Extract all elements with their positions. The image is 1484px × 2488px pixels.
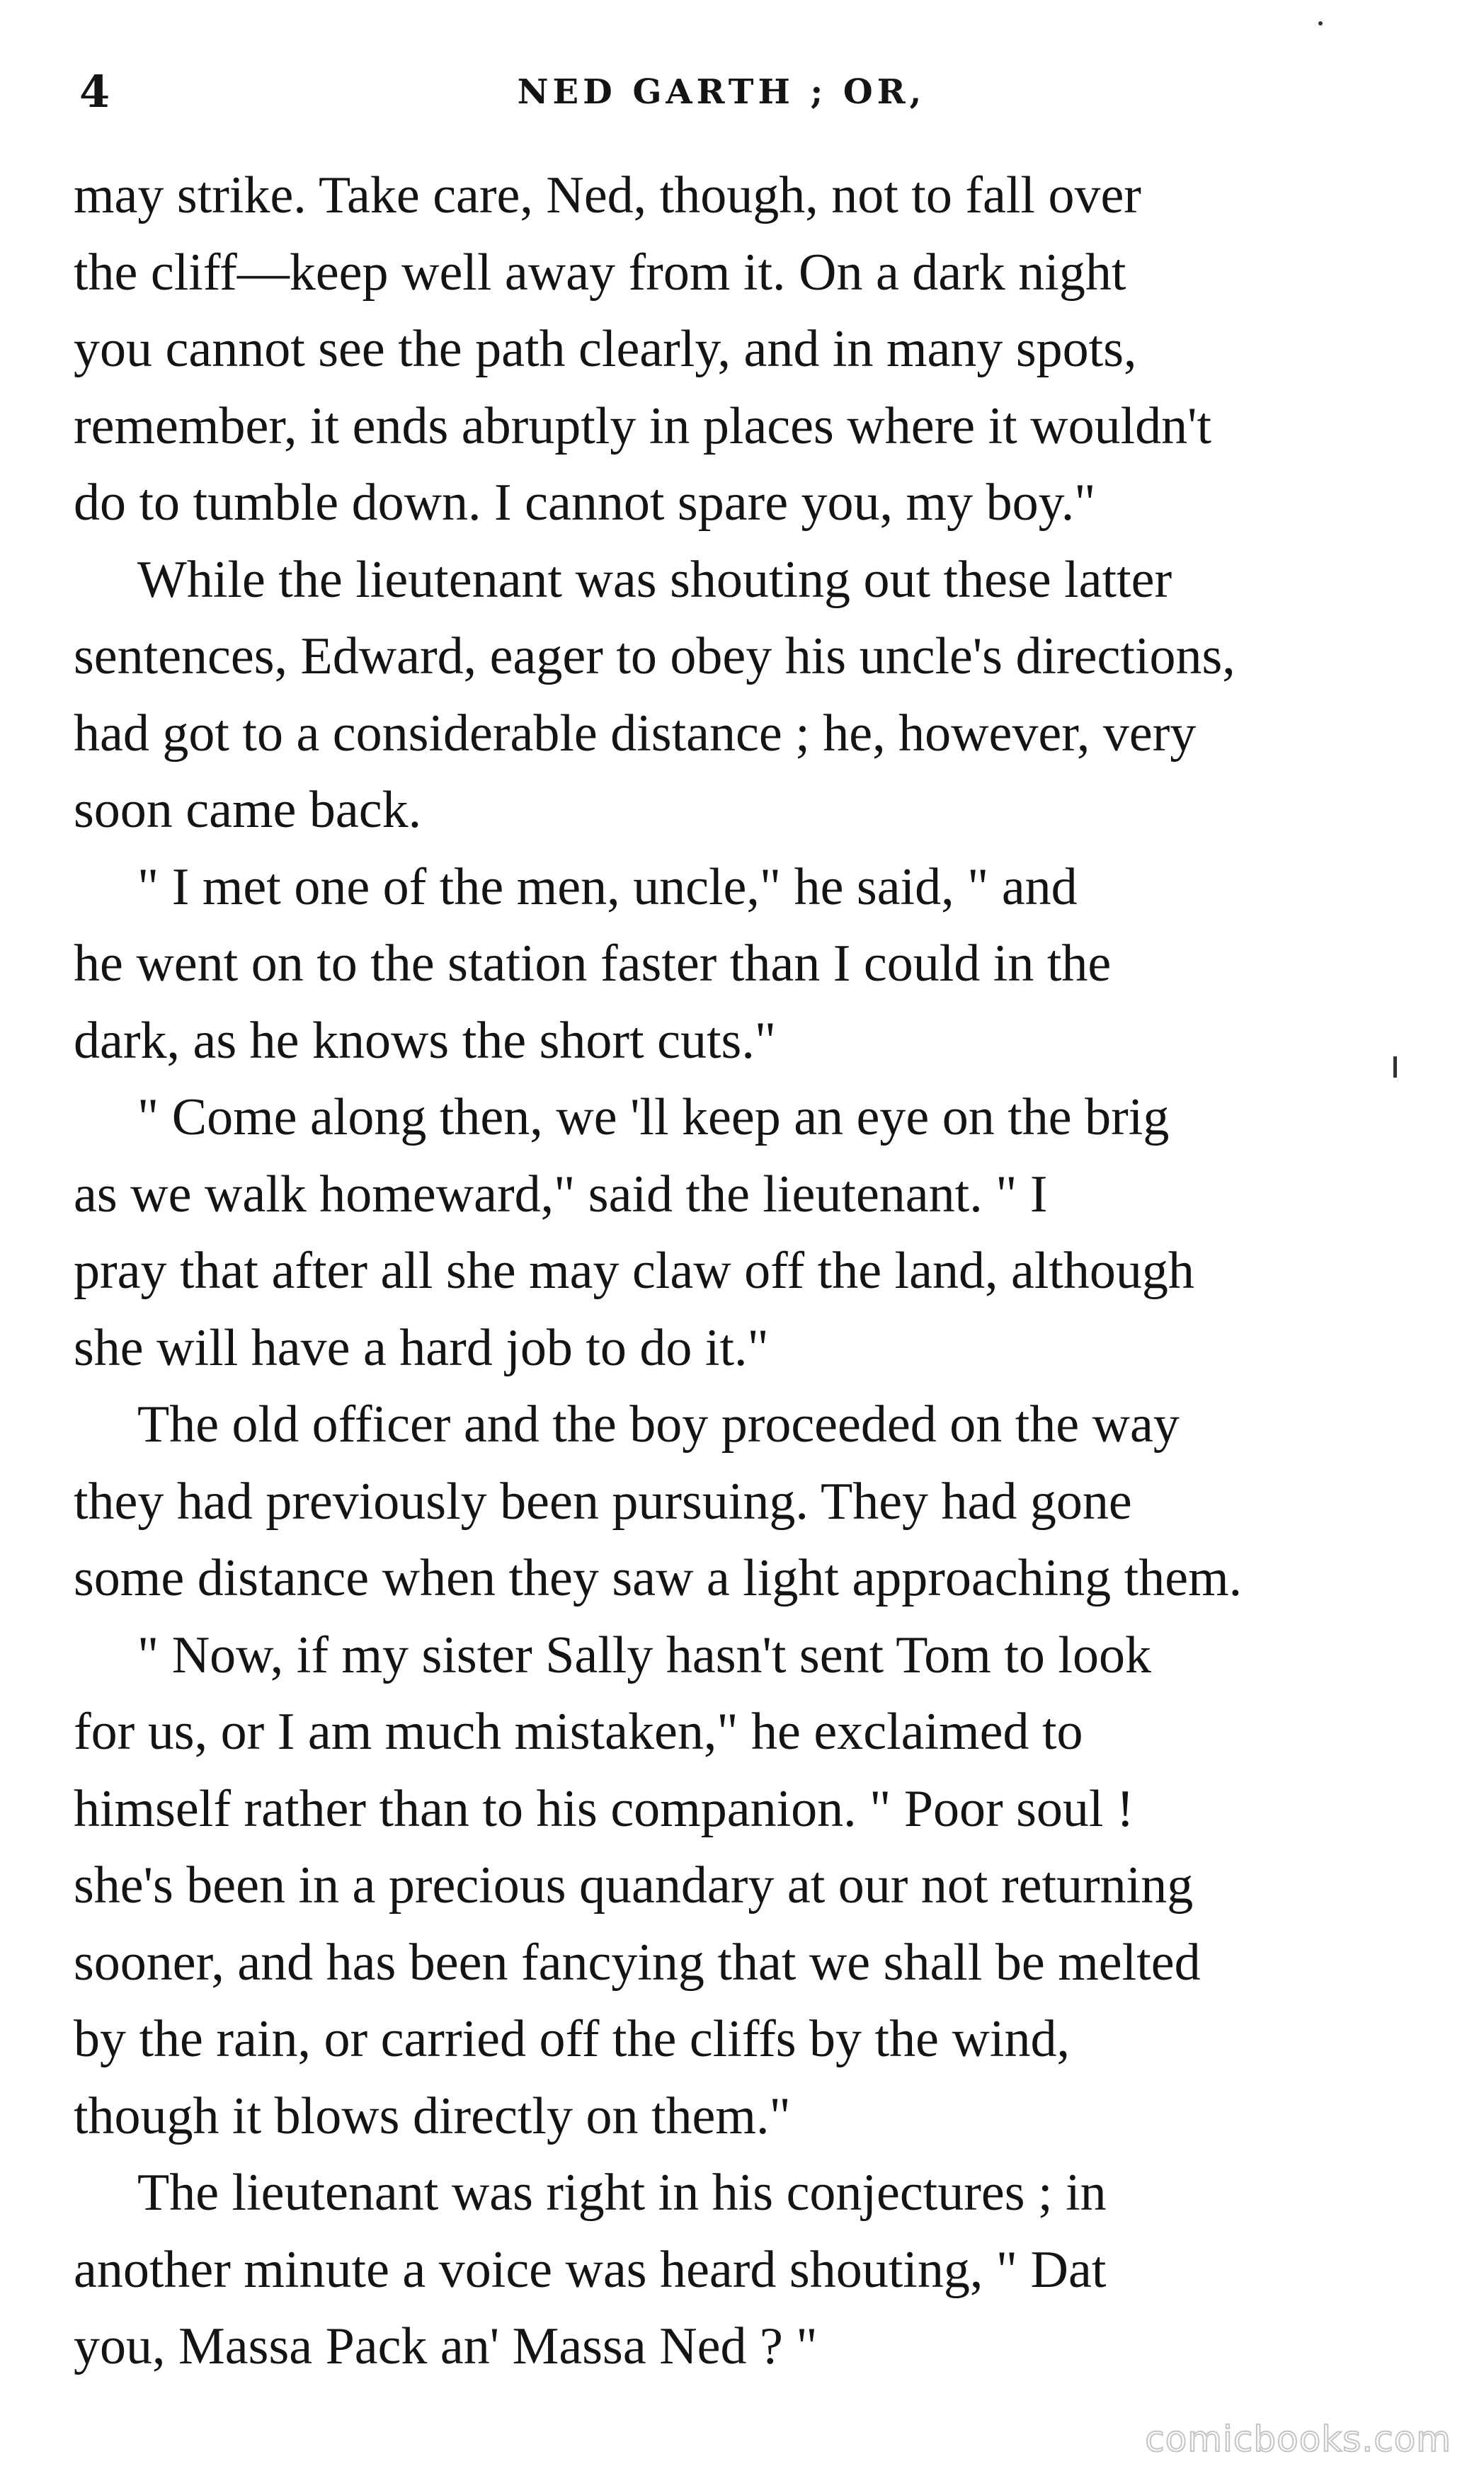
margin-mark <box>1393 1056 1397 1078</box>
paragraph: " Now, if my sister Sally hasn't sent Tom to look for us, or I am much mistaken," he exclaimed to himself rather than to his companion. " Poor soul ! she's been in a precious quandary at our not returning sooner, and has been fancying that we shall be melted by the rain, or carried off the cliffs by the wind, though it blows directly on them." <box>74 1626 1201 2145</box>
watermark: comicbooks.com <box>1145 2419 1451 2460</box>
running-head: NED GARTH ; OR, <box>517 72 926 112</box>
paragraph: may strike. Take care, Ned, though, not to fall over the cliff—keep well away from it. On a dark night you cannot see the path clearly, and in many spots, remember, it ends abruptly in places where it wouldn't do to tumble down. I cannot spare you, my boy." <box>74 166 1212 532</box>
paragraph: The lieutenant was right in his conjectures ; in another minute a voice was heard shouting, " Dat you, Massa Pack an' Massa Ned ? " <box>74 2164 1107 2375</box>
body-text <box>74 157 1395 2385</box>
paragraph: " I met one of the men, uncle," he said, " and he went on to the station faster than I could in the dark, as he knows the short cuts." <box>74 857 1112 1070</box>
paragraph: The old officer and the boy proceeded on the way they had previously been pursuing. They had gone some distance when they saw a light approaching them. <box>74 1396 1243 1607</box>
paragraph: " Come along then, we 'll keep an eye on the brig as we walk homeward," said the lieutenant. " I pray that after all she may claw off the land, although she will have a hard job to do it." <box>74 1088 1194 1377</box>
page-number: 4 <box>79 66 110 118</box>
page-header <box>79 64 1392 120</box>
paragraph: While the lieutenant was shouting out these latter sentences, Edward, eager to obey his uncle's directions, had got to a considerable distance ; he, however, very soon came back. <box>74 550 1235 839</box>
ink-speck <box>1318 21 1323 25</box>
